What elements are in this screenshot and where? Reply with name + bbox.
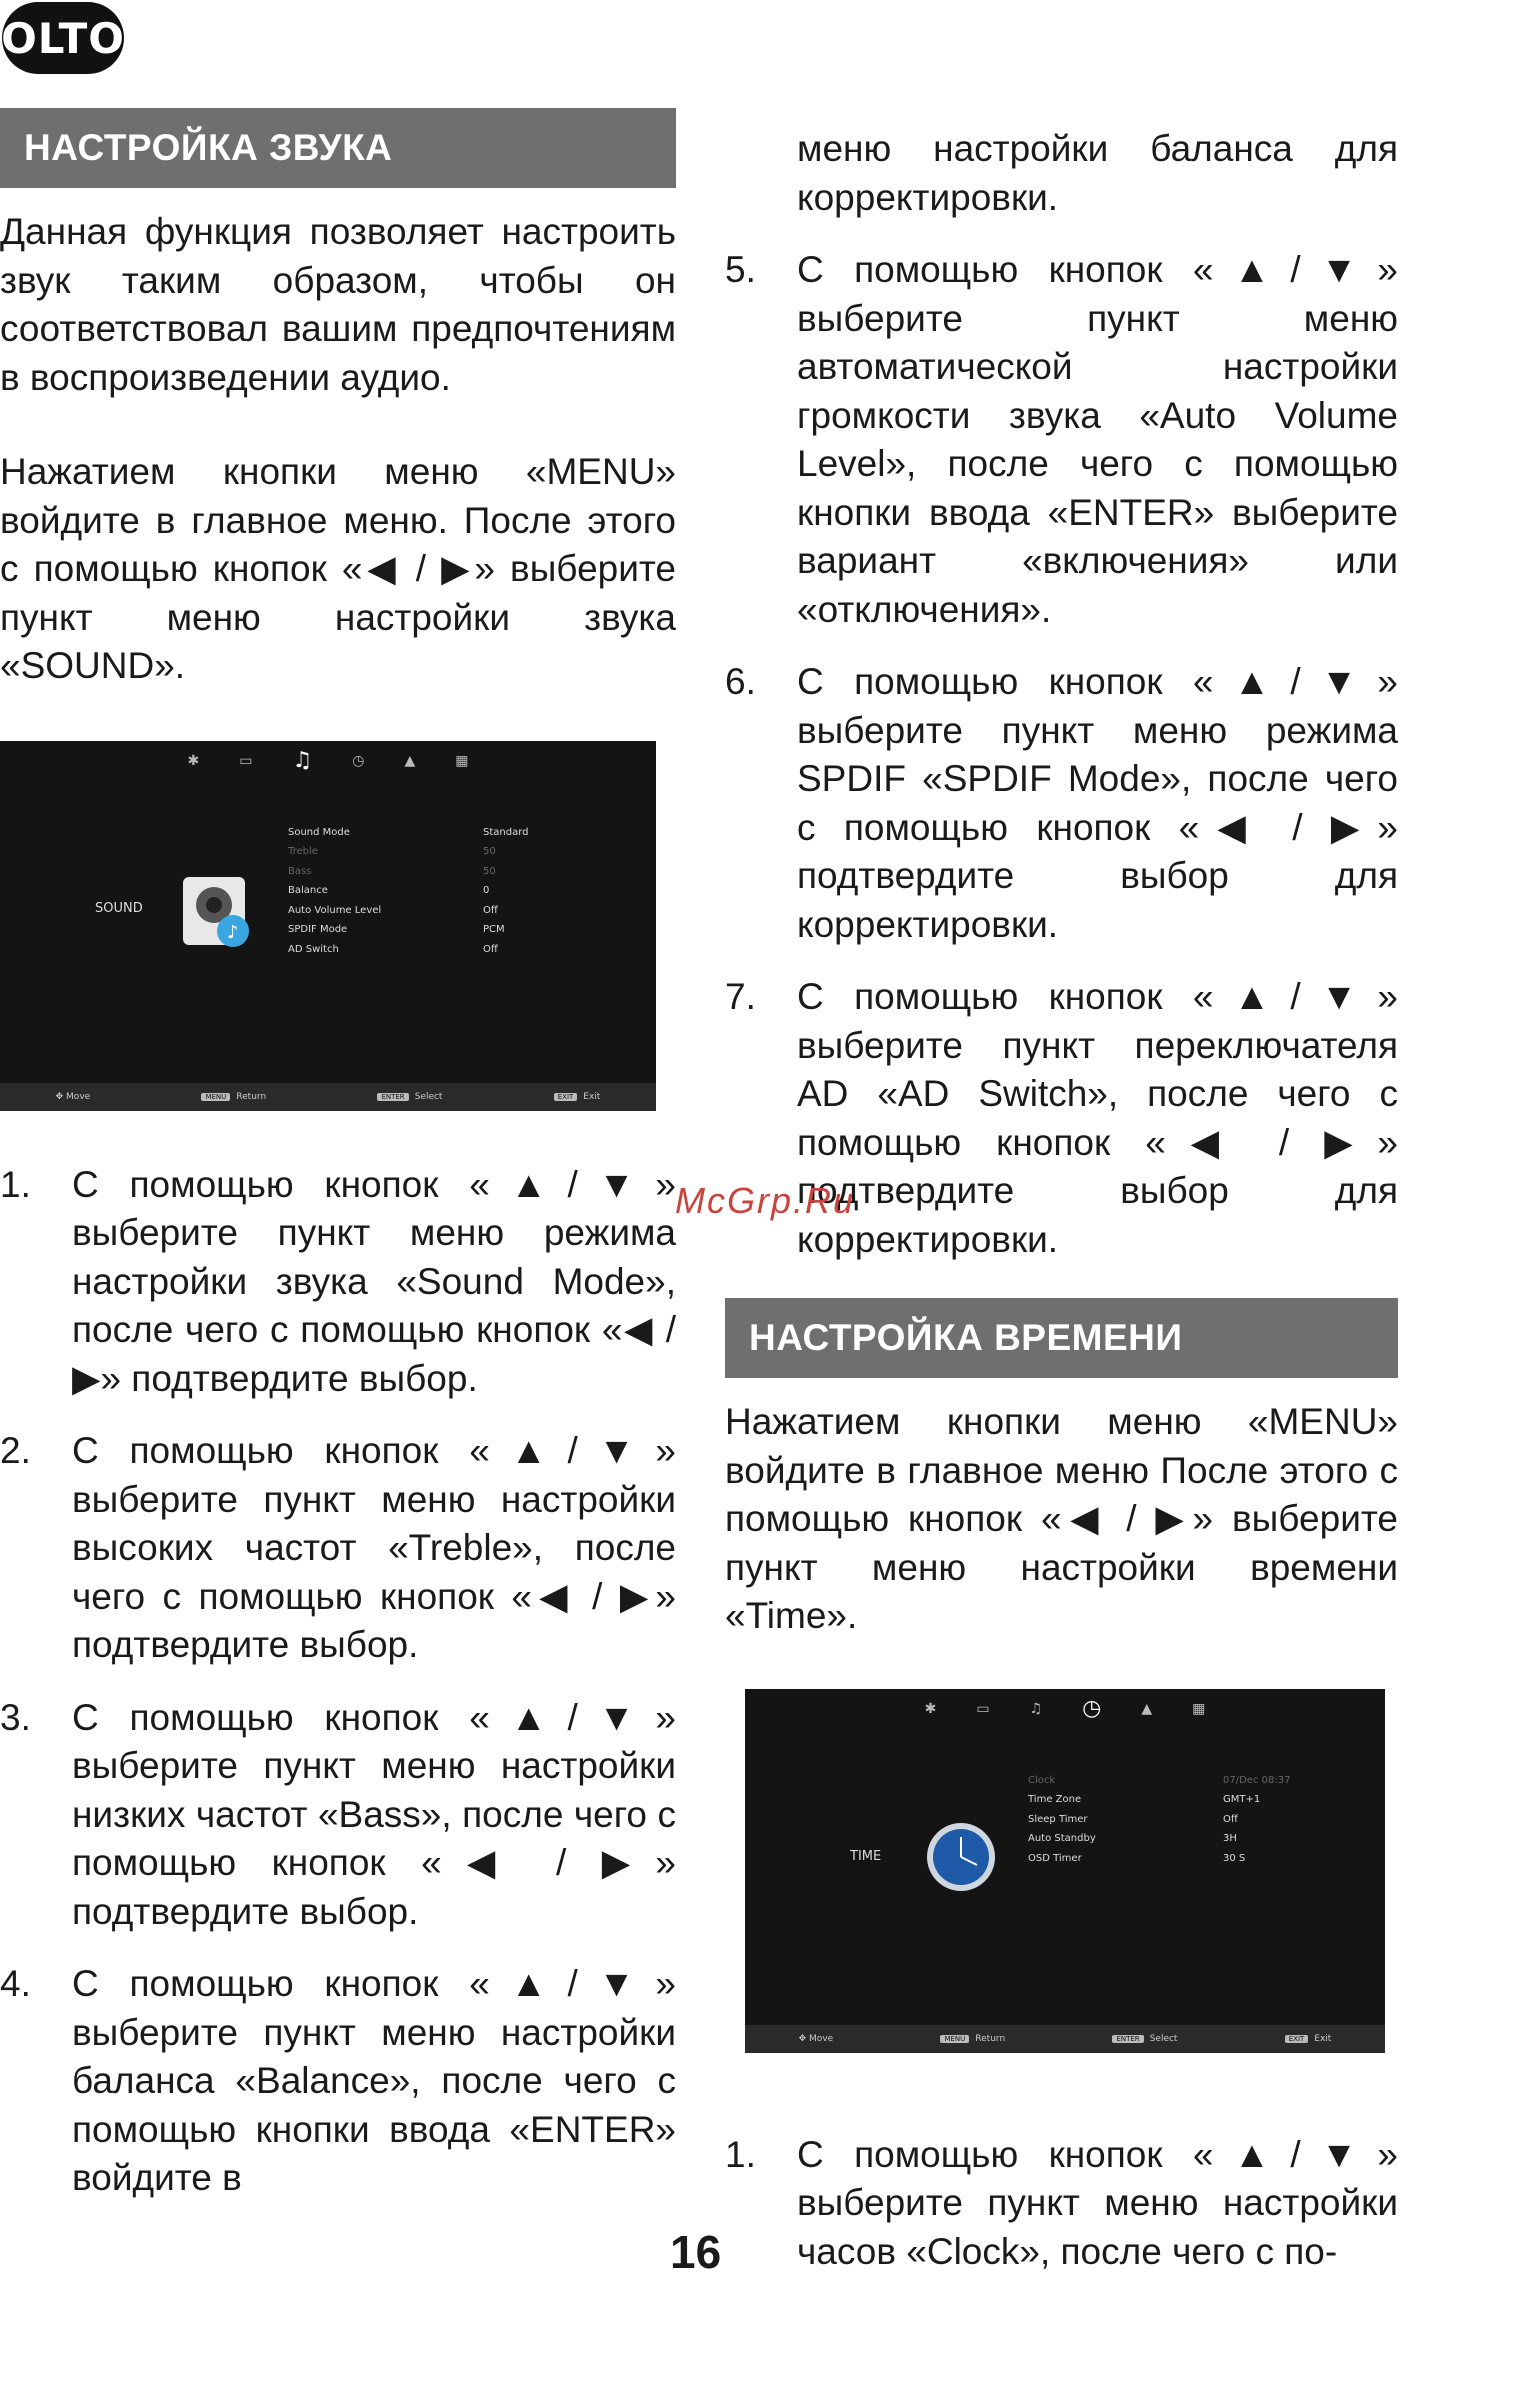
setting-name: Sleep Timer [1028,1813,1088,1825]
list-item [0,1161,676,1404]
list-item-number: 2. [0,1430,31,1471]
sound-steps-list [0,1161,676,2203]
setting-value: 0 [483,885,490,896]
sound-section-title: НАСТРОЙКА ЗВУКА [0,108,676,188]
list-item-text: С помощью кнопок «▲/▼» выберите пункт меню режима SPDIF «SPDIF Mode», после чего с помощью кнопок «◀ / ▶» подтвердите выбор для корректировки. [797,661,1398,945]
sound-icon: ♫ [1029,1700,1043,1717]
channel-icon: ▭ [976,1700,990,1717]
setting-value: 50 [483,865,496,877]
setting-value: PCM [483,924,505,935]
analog-clock-icon [923,1819,999,1895]
list-item-text: С помощью кнопок «▲/▼» выберите пункт переключателя AD «AD Switch», после чего с помощью кнопок «◀ / ▶» подтвердите выбор для корректировки. [797,976,1398,1260]
setting-value: Off [483,904,498,916]
sound-icon: ♫ [292,748,313,773]
list-item-number: 3. [0,1696,31,1738]
time-menu-instructions: Нажатием кнопки меню «MENU» войдите в главное меню После этого с помощью кнопок «◀ / ▶» выберите пункт меню настройки времени «Time». [725,1401,1398,1636]
lock-icon: ▲ [1141,1700,1153,1717]
list-item-number: 4. [0,1963,31,2004]
setting-name: OSD Timer [1028,1852,1082,1864]
setting-value: GMT+1 [1223,1794,1261,1805]
list-item-text: С помощью кнопок «▲/▼» выберите пункт меню режима настройки звука «Sound Mode», после чего с помощью кнопок «◀ / ▶» подтвердите выбор. [72,1163,676,1399]
sound-menu-screenshot [0,741,656,1111]
list-item-text: С помощью кнопок «▲/▼» выберите пункт меню настройки высоких частот «Treble», после чего с помощью кнопок «◀ / ▶» подтвердите выбор. [72,1430,676,1665]
brand-logo: OLTO [2,2,124,74]
picture-icon: ✱ [924,1700,937,1717]
clock-icon: ◷ [1082,1696,1102,1721]
list-item-text: С помощью кнопок «▲/▼» выберите пункт меню настройки часов «Clock», после чего с по- [797,2133,1398,2272]
menu-setting-row [1028,1771,1290,1791]
left-column [0,108,676,2227]
menu-setting-row [288,842,529,862]
watermark: McGrp.Ru [675,1180,856,1221]
setting-name: Balance [288,885,328,896]
list-item-number: 1. [725,2133,756,2175]
list-item-text: С помощью кнопок «▲/▼» выберите пункт меню настройки низких частот «Bass», после чего с помощью кнопок «◀ / ▶» подтвердите выбор. [72,1696,676,1932]
menu-setting-row [1028,1810,1290,1830]
list-item-number: 1. [0,1163,31,1205]
setting-name: Bass [288,865,312,877]
time-icon: ◷ [352,752,365,769]
screen-menu-label: SOUND [95,900,143,916]
screen-footer [745,2025,1385,2053]
footer-exit: EXIT Exit [554,1092,601,1102]
menu-setting-row [288,823,529,843]
footer-return: MENU Return [940,2034,1005,2044]
menu-setting-row [288,881,529,901]
footer-select: ENTER Select [1112,2034,1177,2044]
setting-value: Off [1223,1813,1238,1825]
sound-steps-list-continued [725,246,1398,1264]
speaker-icon [175,871,265,951]
svg-text:♪: ♪ [227,921,239,943]
setting-name: AD Switch [288,943,339,955]
setting-value: Standard [483,826,529,838]
footer-return: MENU Return [201,1092,266,1102]
picture-icon: ✱ [187,752,200,769]
list-item [0,1427,676,1670]
setup-icon: ▦ [1192,1700,1206,1717]
footer-select: ENTER Select [377,1092,442,1102]
list-item-text: С помощью кнопок «▲/▼» выберите пункт меню настройки баланса «Balance», после чего с помощью кнопки ввода «ENTER» войдите в [72,1963,676,2198]
menu-setting-row [1028,1829,1290,1849]
list-item-number: 6. [725,661,756,702]
list-item [0,1960,676,2203]
setting-value: Off [483,943,498,955]
balance-continuation: меню настройки баланса для корректировки. [797,128,1398,218]
footer-move: ✥ Move [55,1091,91,1102]
footer-move: ✥ Move [798,2033,834,2044]
menu-setting-row [288,862,529,882]
menu-setting-row [1028,1849,1290,1869]
setting-name: Sound Mode [288,826,350,838]
footer-exit: EXIT Exit [1285,2034,1332,2044]
page-number: 16 [670,2226,722,2278]
menu-setting-row [288,901,529,921]
time-settings-list [1028,1771,1290,1869]
setting-value: 3H [1223,1833,1237,1844]
setting-name: Clock [1028,1774,1056,1786]
sound-settings-list [288,823,529,960]
list-item [0,1694,676,1937]
setting-name: SPDIF Mode [288,924,348,935]
time-menu-screenshot [745,1689,1385,2053]
setup-icon: ▦ [455,752,469,769]
list-item [725,2131,1398,2277]
menu-setting-row [1028,1790,1290,1810]
time-section-title: НАСТРОЙКА ВРЕМЕНИ [725,1298,1398,1378]
screen-footer [0,1083,656,1111]
setting-name: Auto Standby [1028,1833,1096,1844]
setting-name: Auto Volume Level [288,904,382,916]
menu-tab-bar [0,741,656,781]
menu-setting-row [288,920,529,940]
list-item-number: 7. [725,976,756,1017]
setting-value: 07/Dec 08:37 [1223,1774,1291,1786]
setting-value: 30 S [1223,1852,1246,1864]
channel-icon: ▭ [239,752,253,769]
menu-tab-bar [745,1689,1385,1729]
menu-setting-row [288,940,529,960]
list-item [725,658,1398,949]
list-item-text: С помощью кнопок «▲/▼» выберите пункт меню автоматической настройки громкости звука «Auto Volume Level», после чего с помощью кнопки ввода «ENTER» выберите вариант «включения» или «отключения». [797,249,1398,630]
setting-name: Treble [288,846,318,857]
lock-icon: ▲ [404,752,416,769]
list-item-number: 5. [725,249,756,290]
sound-menu-instructions: Нажатием кнопки меню «MENU» войдите в главное меню. После этого с помощью кнопок «◀ / ▶» выберите пункт меню настройки звука «SOUND». [0,451,676,686]
list-item [725,246,1398,634]
screen-menu-label: TIME [850,1848,882,1864]
setting-value: 50 [483,846,496,857]
setting-name: Time Zone [1028,1794,1082,1805]
time-steps-list [725,2131,1398,2277]
sound-intro: Данная функция позволяет настроить звук таким образом, чтобы он соответствовал вашим предпочтениям в воспроизведении аудио. [0,211,676,398]
